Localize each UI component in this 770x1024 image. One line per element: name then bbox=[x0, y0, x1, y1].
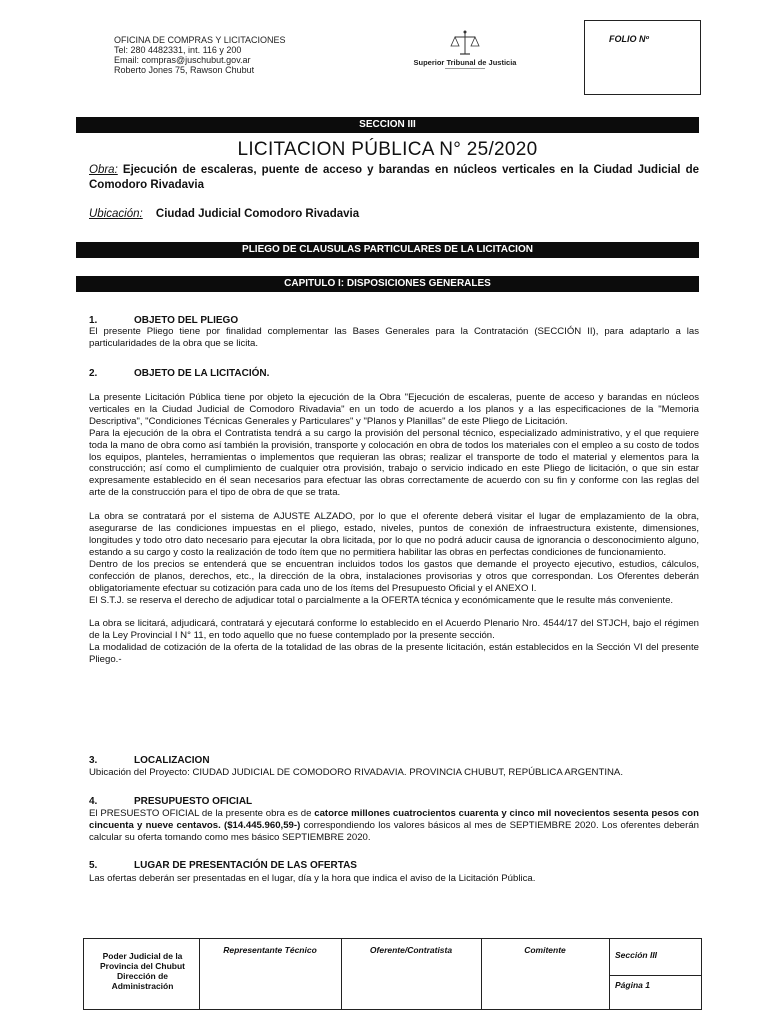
section-number: 3. bbox=[89, 755, 98, 766]
office-line: Tel: 280 4482331, int. 116 y 200 bbox=[114, 45, 242, 55]
footer-org-cell bbox=[84, 939, 200, 1009]
section-title: OBJETO DEL PLIEGO bbox=[134, 315, 239, 326]
paragraph: La modalidad de cotización de la oferta de la totalidad de las obras de la presente licitación, están establecidos en la Sección VI del presente Pliego.- bbox=[89, 642, 699, 666]
footer-cell-oferente bbox=[341, 939, 482, 1009]
section-body bbox=[89, 767, 699, 779]
paragraph: El S.T.J. se reserva el derecho de adjudicar total o parcialmente a la OFERTA técnica y económicamente que le resulte más conveniente. bbox=[89, 594, 674, 606]
obra-text: Ejecución de escaleras, puente de acceso y barandas en núcleos verticales en la Ciudad Judicial de Comodoro Rivadavia bbox=[89, 164, 700, 191]
logo-underline bbox=[445, 68, 485, 69]
section-heading bbox=[89, 368, 269, 379]
section-title: LUGAR DE PRESENTACIÓN DE LAS OFERTAS bbox=[134, 860, 357, 871]
ubicacion-label: Ubicación: bbox=[89, 208, 143, 220]
paragraph: La obra se contratará por el sistema de AJUSTE ALZADO, por lo que el oferente deberá visitar el lugar de emplazamiento de la obra, asegurarse de las condiciones impuestas en el pliego, estado, niveles, puntos de conexión de infraestructura existente, dimensiones, longitudes y todo otro dato necesario para ejecutar la obra licitada, por lo que no podrá aducir causa de ignorancia o desconocimiento alguno, estando a su cargo y costo la realización de todo ítem que no permitiera habilitar las obras en perfectas condiciones de funcionamiento. bbox=[89, 511, 699, 558]
footer-cell-comitente bbox=[481, 939, 610, 1009]
office-line: OFICINA DE COMPRAS Y LICITACIONES bbox=[114, 35, 286, 45]
section-bar: SECCION III bbox=[76, 117, 699, 133]
paragraph: La presente Licitación Pública tiene por objeto la ejecución de la Obra "Ejecución de escaleras, puente de acceso y barandas en núcleos verticales en la Ciudad Judicial de Comodoro Rivadavia" en un todo de acuerdo a los planos y a las especificaciones de la "Memoria Descriptiva", "Condiciones Técnicas Generales y Particulares" y "Planos y Planillas" de este Pliego de Licitación. bbox=[89, 392, 699, 427]
obra-label: Obra: bbox=[89, 164, 118, 176]
section-title: OBJETO DE LA LICITACIÓN. bbox=[134, 368, 270, 379]
paragraph: Las ofertas deberán ser presentadas en el lugar, día y la hora que indica el aviso de la Licitación Pública. bbox=[89, 873, 536, 884]
budget-text-c: correspondiendo los valores básicos al mes de SEPTIEMBRE 2020. Los oferentes deberán calcular su oferta tomando como mes básico SEPTIEMBRE 2020. bbox=[89, 819, 699, 843]
section-heading bbox=[89, 796, 252, 807]
section-heading bbox=[89, 315, 238, 326]
footer-cell-representante bbox=[199, 939, 342, 1009]
capitulo-bar: CAPITULO I: DISPOSICIONES GENERALES bbox=[76, 276, 699, 292]
pliego-bar: PLIEGO DE CLAUSULAS PARTICULARES DE LA LICITACION bbox=[76, 242, 699, 258]
footer-section-label: Sección III bbox=[615, 950, 658, 960]
budget-amount: catorce millones cuatrocientos cuarenta y cinco mil novecientos sesenta pesos con cincuenta y nueve centavos. ($14.445.960,59-) bbox=[89, 808, 699, 831]
logo-text: Superior Tribunal de Justicia bbox=[413, 58, 517, 67]
office-line: Email: compras@juschubut.gov.ar bbox=[114, 55, 251, 65]
section-number: 2. bbox=[89, 368, 98, 379]
footer-oferente-label: Oferente/Contratista bbox=[369, 945, 453, 955]
ubicacion-text: Ciudad Judicial Comodoro Rivadavia bbox=[155, 208, 360, 220]
footer-comitente-label: Comitente bbox=[524, 945, 566, 955]
court-logo bbox=[405, 28, 525, 74]
footer-page-cell bbox=[609, 939, 701, 1009]
paragraph: El presente Pliego tiene por finalidad complementar las Bases Generales para la Contratación (SECCIÓN II), para adaptarlo a las particularidades de la obra que se licita. bbox=[89, 326, 699, 349]
section-heading bbox=[89, 755, 210, 766]
paragraph: La obra se licitará, adjudicará, contratará y ejecutará conforme lo establecido en el Acuerdo Plenario Nro. 4544/17 del STJCH, bajo el régimen de la Ley Provincial I N° 11, en todo aquello que no fuese contemplado por la presente sección. bbox=[89, 618, 699, 642]
section-body bbox=[89, 326, 699, 350]
paragraph: Para la ejecución de la obra el Contratista tendrá a su cargo la provisión del personal técnico, especializado administrativo, y el que requiere toda la mano de obra como así también la provisión, transporte y colocación en obra de todos los materiales con el empleo a su costo de todos los equipos, planteles, herramientas o implementos que requieran las obras; realizar el transporte de todo el material y elementos para la construcción; así como el cumplimiento de cualquier otra provisión, trabajo o servicio indicado en este Pliego de licitación, o que sin estar expresamente establecido en él sean necesarios para efectuar las obras correctamente de acuerdo con su fin y conforme con las reglas del arte de la construcción para el tipo de obra de que se trata. bbox=[89, 427, 699, 499]
document-title: LICITACION PÚBLICA N° 25/2020 bbox=[237, 139, 538, 160]
footer-divider bbox=[609, 975, 701, 976]
footer-page-number: Página 1 bbox=[615, 980, 650, 990]
section-body bbox=[89, 808, 699, 844]
section-heading bbox=[89, 860, 357, 871]
office-line: Roberto Jones 75, Rawson Chubut bbox=[114, 65, 255, 75]
ubicacion-line bbox=[89, 208, 359, 220]
paragraph: Dentro de los precios se entenderá que se encuentran incluidos todos los gastos que demande el proyecto ejecutivo, estudios, cálculos, confección de planos, derechos, etc., la dirección de la obra, instalaciones provisorias y otros que correspondan. Los Oferentes deberán obligatoriamente efectuar su cotización para cada uno de los ítems del Presupuesto Oficial y el ANEXO I. bbox=[89, 558, 699, 594]
folio-label: FOLIO Nº bbox=[609, 34, 649, 44]
office-info bbox=[114, 35, 286, 75]
paragraph: Ubicación del Proyecto: CIUDAD JUDICIAL DE COMODORO RIVADAVIA. PROVINCIA CHUBUT, REPÚBLICA ARGENTINA. bbox=[89, 767, 623, 778]
paragraph bbox=[89, 808, 699, 844]
section-number: 5. bbox=[89, 860, 98, 871]
section-body bbox=[89, 392, 699, 666]
section-body bbox=[89, 873, 699, 885]
budget-text-a: El PRESUESTO OFICIAL de la presente obra es de bbox=[89, 808, 315, 819]
footer-representante-label: Representante Técnico bbox=[223, 945, 317, 955]
folio-box bbox=[584, 20, 701, 95]
footer-org: Poder Judicial de la Provincia del Chubut Dirección de Administración bbox=[99, 951, 185, 991]
section-title: LOCALIZACION bbox=[134, 755, 210, 766]
section-number: 1. bbox=[89, 315, 98, 326]
section-number: 4. bbox=[89, 796, 98, 807]
section-title: PRESUPUESTO OFICIAL bbox=[134, 796, 253, 807]
obra-line bbox=[89, 163, 699, 193]
signature-footer bbox=[83, 938, 702, 1010]
scales-emblem-icon bbox=[405, 28, 525, 58]
